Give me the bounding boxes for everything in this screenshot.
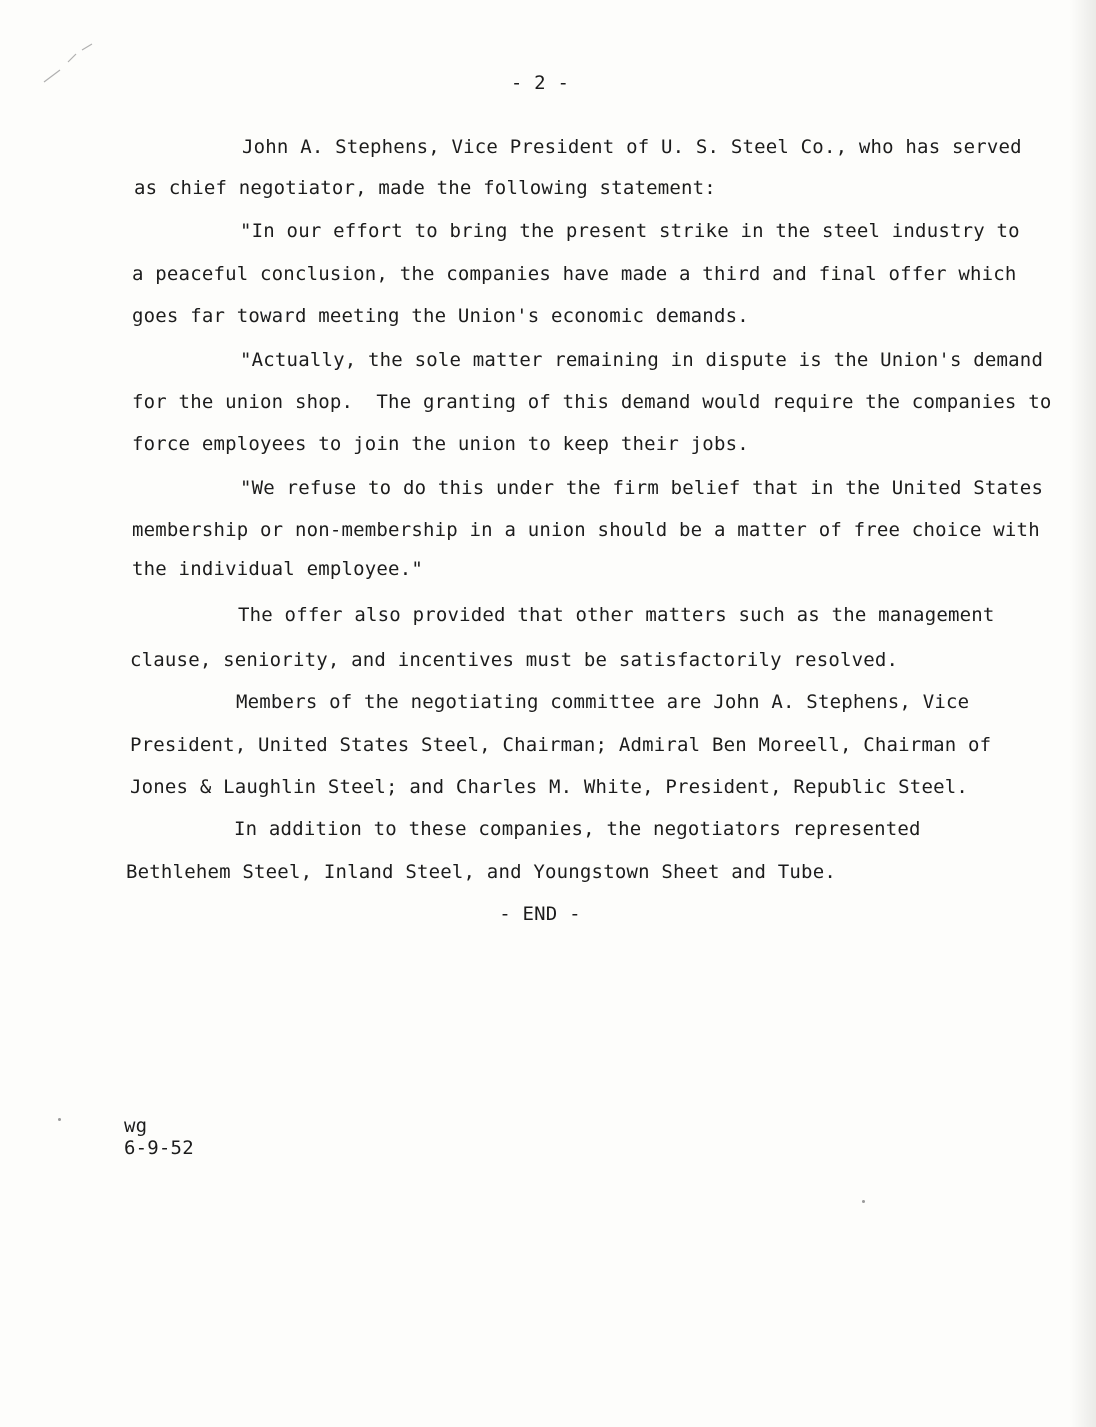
body-line: Bethlehem Steel, Inland Steel, and Youngstown Sheet and Tube. xyxy=(126,861,836,883)
body-line: as chief negotiator, made the following statement: xyxy=(134,177,716,199)
speck xyxy=(58,1118,61,1121)
typist-initials: wg xyxy=(124,1115,148,1137)
body-line: "Actually, the sole matter remaining in dispute is the Union's demand xyxy=(240,349,1044,371)
body-line: clause, seniority, and incentives must be satisfactorily resolved. xyxy=(130,649,899,671)
page-edge-shadow xyxy=(1070,0,1096,1427)
body-line: In addition to these companies, the negotiators represented xyxy=(234,818,921,840)
scratch-mark xyxy=(40,40,100,90)
body-line: membership or non-membership in a union should be a matter of free choice with xyxy=(132,519,1040,541)
body-line: "We refuse to do this under the firm belief that in the United States xyxy=(240,477,1044,499)
body-line: for the union shop. The granting of this demand would require the companies to xyxy=(132,391,1052,413)
body-line: the individual employee." xyxy=(132,558,423,580)
document-date: 6-9-52 xyxy=(124,1137,194,1159)
body-line: force employees to join the union to keep their jobs. xyxy=(132,433,749,455)
body-line: President, United States Steel, Chairman; Admiral Ben Moreell, Chairman of xyxy=(130,734,992,756)
body-line: goes far toward meeting the Union's economic demands. xyxy=(132,305,749,327)
page-number: - 2 - xyxy=(510,72,570,94)
end-mark: - END - xyxy=(499,903,581,925)
speck xyxy=(862,1200,865,1203)
body-line: Members of the negotiating committee are John A. Stephens, Vice xyxy=(236,691,970,713)
body-line: a peaceful conclusion, the companies have made a third and final offer which xyxy=(132,263,1017,285)
body-line: "In our effort to bring the present strike in the steel industry to xyxy=(240,220,1020,242)
body-line: Jones & Laughlin Steel; and Charles M. White, President, Republic Steel. xyxy=(130,776,969,798)
body-line: The offer also provided that other matters such as the management xyxy=(238,604,995,626)
body-line: John A. Stephens, Vice President of U. S. Steel Co., who has served xyxy=(242,136,1022,158)
